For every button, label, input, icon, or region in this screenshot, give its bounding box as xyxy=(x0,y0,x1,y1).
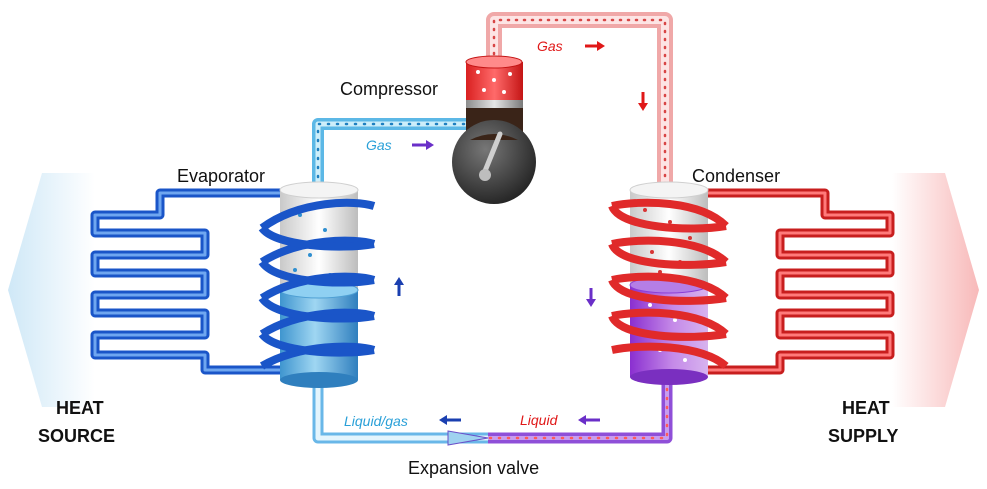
flow-arrow-liquid xyxy=(578,415,600,425)
gas-left-label: Gas xyxy=(366,137,392,153)
heat-source-label-line1: HEAT xyxy=(56,398,104,418)
heat-source-label-line2: SOURCE xyxy=(38,426,116,446)
flow-arrow-down-right xyxy=(638,92,648,111)
liquid-pipe xyxy=(488,380,667,438)
flow-arrow-gas-left xyxy=(412,140,434,150)
compressor-label: Compressor xyxy=(340,79,439,99)
expansion-valve-label: Expansion valve xyxy=(408,458,540,478)
evaporator-label: Evaporator xyxy=(177,166,266,186)
flow-arrow-gas-top xyxy=(585,41,605,51)
flow-arrow-evaporator-up xyxy=(394,277,404,296)
flow-arrow-condenser-down xyxy=(586,288,596,307)
flow-arrow-liquid-gas xyxy=(439,415,461,425)
heat-source-arrow xyxy=(8,140,95,440)
condenser-label: Condenser xyxy=(692,166,781,186)
liquid-label: Liquid xyxy=(520,412,558,428)
heat-supply-label-line2: SUPPLY xyxy=(828,426,899,446)
heat-supply-arrow xyxy=(892,140,979,440)
gas-top-label: Gas xyxy=(537,38,563,54)
heat-supply-label-line1: HEAT xyxy=(842,398,890,418)
liquid-gas-pipe xyxy=(318,385,488,438)
liquid-gas-label: Liquid/gas xyxy=(344,413,408,429)
